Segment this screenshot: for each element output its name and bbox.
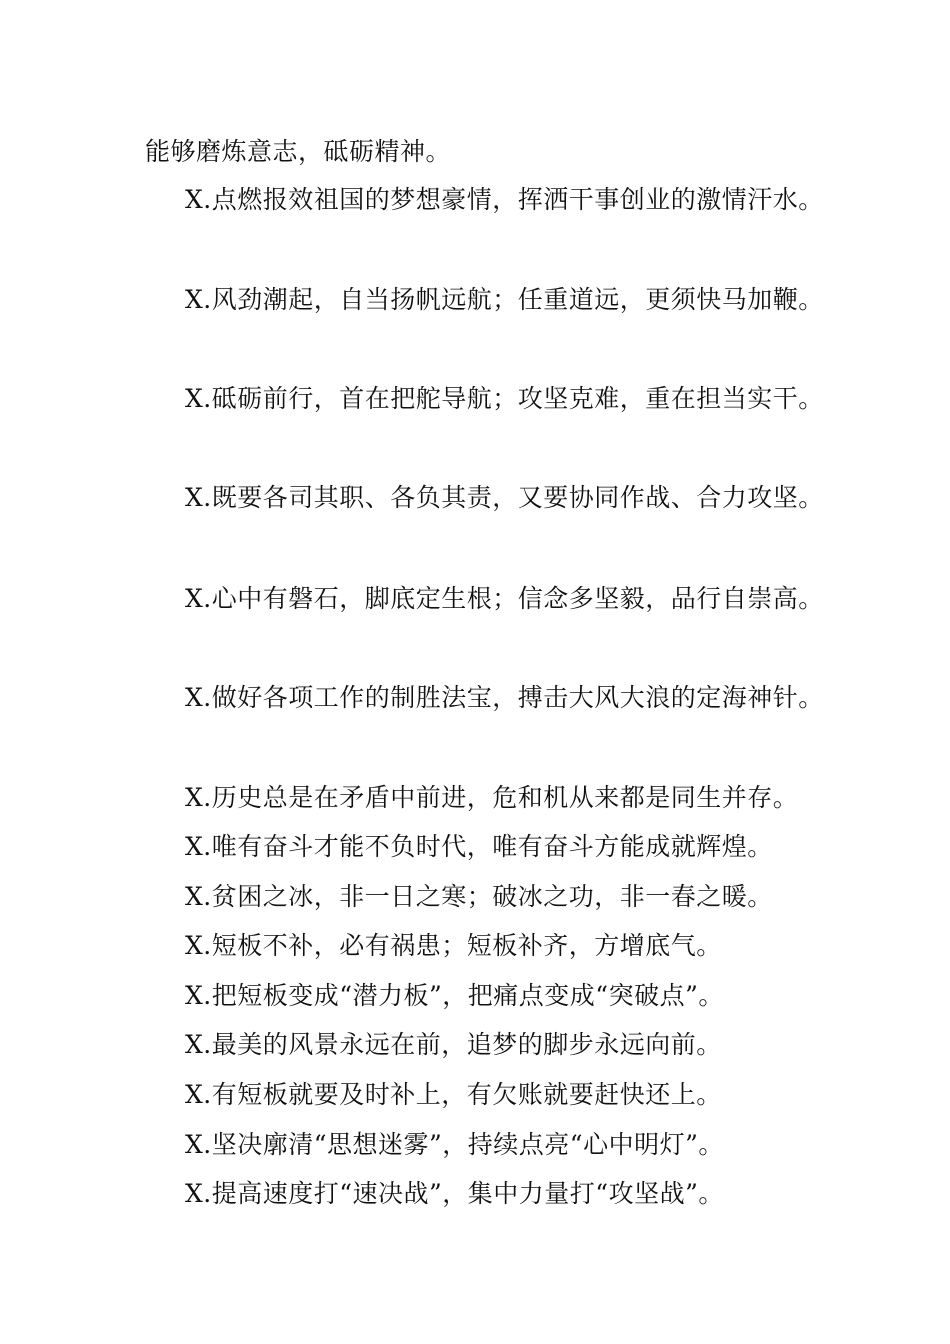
list-item: X.提高速度打“速决战”，集中力量打“攻坚战”。 [185, 1179, 724, 1208]
list-item: X.坚决廓清“思想迷雾”，持续点亮“心中明灯”。 [185, 1130, 724, 1159]
continuation-line: 能够磨炼意志，砥砺精神。 [145, 137, 452, 166]
list-item: X.唯有奋斗才能不负时代，唯有奋斗方能成就辉煌。 [185, 832, 773, 861]
list-item: X.心中有磐石，脚底定生根；信念多坚毅，品行自崇高。 [185, 584, 824, 613]
list-item: X.短板不补，必有祸患；短板补齐，方增底气。 [185, 931, 722, 960]
list-item: X.把短板变成“潜力板”，把痛点变成“突破点”。 [185, 981, 724, 1010]
list-item: X.最美的风景永远在前，追梦的脚步永远向前。 [185, 1030, 722, 1059]
list-item: X.有短板就要及时补上，有欠账就要赶快还上。 [185, 1080, 722, 1109]
list-item: X.风劲潮起，自当扬帆远航；任重道远，更须快马加鞭。 [185, 285, 824, 314]
list-item: X.做好各项工作的制胜法宝，搏击大风大浪的定海神针。 [185, 683, 824, 712]
list-item: X.贫困之冰，非一日之寒；破冰之功，非一春之暖。 [185, 882, 773, 911]
list-item: X.点燃报效祖国的梦想豪情，挥洒干事创业的激情汗水。 [185, 185, 824, 214]
list-item: X.既要各司其职、各负其责，又要协同作战、合力攻坚。 [185, 483, 824, 512]
list-item: X.历史总是在矛盾中前进，危和机从来都是同生并存。 [185, 783, 799, 812]
list-item: X.砥砺前行，首在把舵导航；攻坚克难，重在担当实干。 [185, 384, 824, 413]
